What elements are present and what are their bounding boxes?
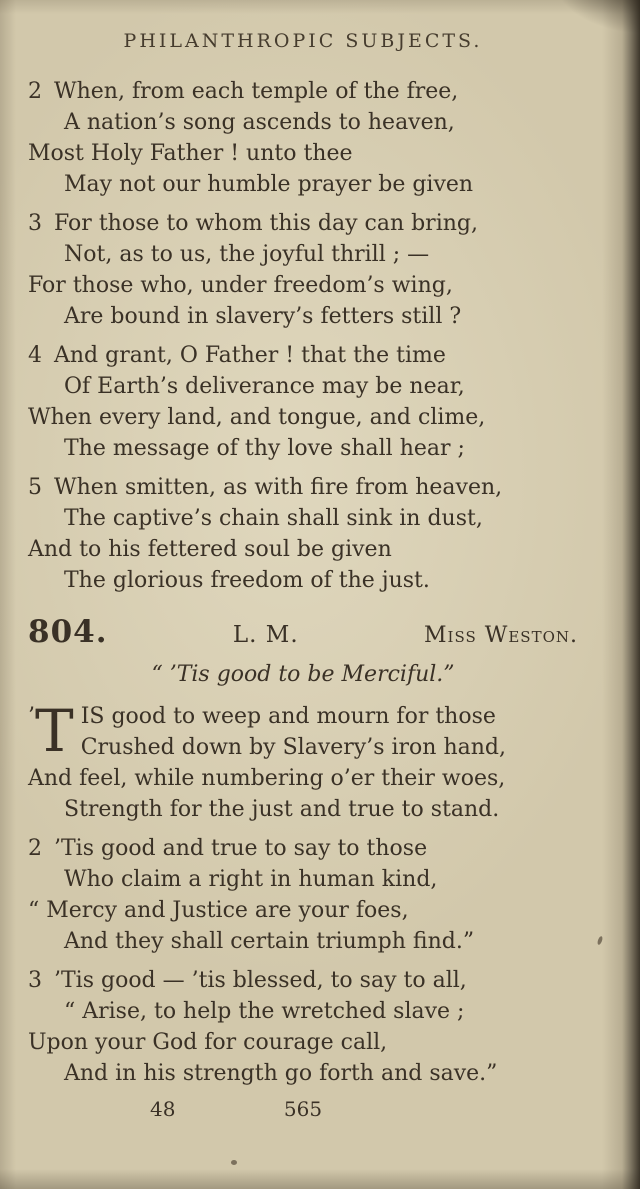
verse-number: 3	[28, 211, 42, 236]
hymn-804-verse-2	[28, 833, 578, 957]
verse-line: The captive’s chain shall sink in dust,	[64, 506, 483, 531]
verse-line-text: When smitten, as with fire from heaven,	[54, 475, 503, 500]
verse-line: And feel, while numbering o’er their woes,	[28, 766, 506, 791]
drop-cap-apostrophe: ’	[28, 704, 35, 729]
verse-number: 4	[28, 343, 42, 368]
prev-hymn-verse-2	[28, 76, 578, 200]
prev-hymn-verse-3	[28, 208, 578, 332]
verse-line	[28, 965, 578, 996]
hymn-804-verse-1	[28, 697, 578, 825]
hymn-meter: L. M.	[232, 622, 299, 648]
verse-line-text: ’Tis good and true to say to those	[54, 836, 428, 861]
verse-line: The message of thy love shall hear ;	[64, 436, 465, 461]
verse-number: 5	[28, 475, 42, 500]
signature-number: 48	[150, 1097, 176, 1121]
verse-line-text: ’Tis good — ’tis blessed, to say to all,	[54, 968, 467, 993]
verse-line: And in his strength go forth and save.”	[64, 1061, 498, 1086]
verse-line: “ Arise, to help the wretched slave ;	[64, 999, 465, 1024]
page-footer	[28, 1097, 578, 1125]
verse-line: Upon your God for courage call,	[28, 1030, 388, 1055]
verse-line	[28, 833, 578, 864]
verse-line	[28, 340, 578, 371]
verse-number: 3	[28, 968, 42, 993]
hymn-number: 804.	[28, 614, 108, 650]
verse-line: Most Holy Father ! unto thee	[28, 141, 353, 166]
verse-line-text: When, from each temple of the free,	[54, 79, 459, 104]
page-speck	[231, 1160, 237, 1165]
verse-line: IS good to weep and mourn for those	[80, 704, 496, 729]
verse-line: May not our humble prayer be given	[64, 172, 474, 197]
hymn-heading	[28, 614, 578, 650]
verse-line: Strength for the just and true to stand.	[64, 797, 500, 822]
prev-hymn-verse-4	[28, 340, 578, 464]
hymn-author: Miss Weston.	[424, 623, 578, 648]
hymn-epigraph: “ ’Tis good to be Merciful.”	[151, 662, 455, 687]
verse-line: And to his fettered soul be given	[28, 537, 392, 562]
verse-line: Who claim a right in human kind,	[64, 867, 438, 892]
prev-hymn-verse-5	[28, 472, 578, 596]
verse-line: Of Earth’s deliverance may be near,	[64, 374, 465, 399]
running-head: PHILANTHROPIC SUBJECTS.	[123, 30, 483, 52]
verse-line: Crushed down by Slavery’s iron hand,	[80, 735, 506, 760]
verse-line: Not, as to us, the joyful thrill ; —	[64, 242, 430, 267]
hymn-804-verse-3	[28, 965, 578, 1089]
verse-line: When every land, and tongue, and clime,	[28, 405, 486, 430]
verse-line: Are bound in slavery’s fetters still ?	[64, 304, 462, 329]
page-number: 565	[283, 1097, 323, 1121]
verse-line	[28, 208, 578, 239]
verse-number: 2	[28, 79, 42, 104]
verse-line	[28, 472, 578, 503]
verse-line: For those who, under freedom’s wing,	[28, 273, 453, 298]
verse-number: 2	[28, 836, 42, 861]
drop-cap-letter: T	[35, 697, 74, 765]
verse-line-text: And grant, O Father ! that the time	[54, 343, 446, 368]
verse-line: “ Mercy and Justice are your foes,	[28, 898, 409, 923]
verse-line	[28, 76, 578, 107]
verse-line: And they shall certain triumph find.”	[64, 929, 475, 954]
verse-line-text: For those to whom this day can bring,	[54, 211, 478, 236]
drop-cap	[28, 697, 74, 765]
verse-line: The glorious freedom of the just.	[64, 568, 430, 593]
verse-line: A nation’s song ascends to heaven,	[64, 110, 455, 135]
